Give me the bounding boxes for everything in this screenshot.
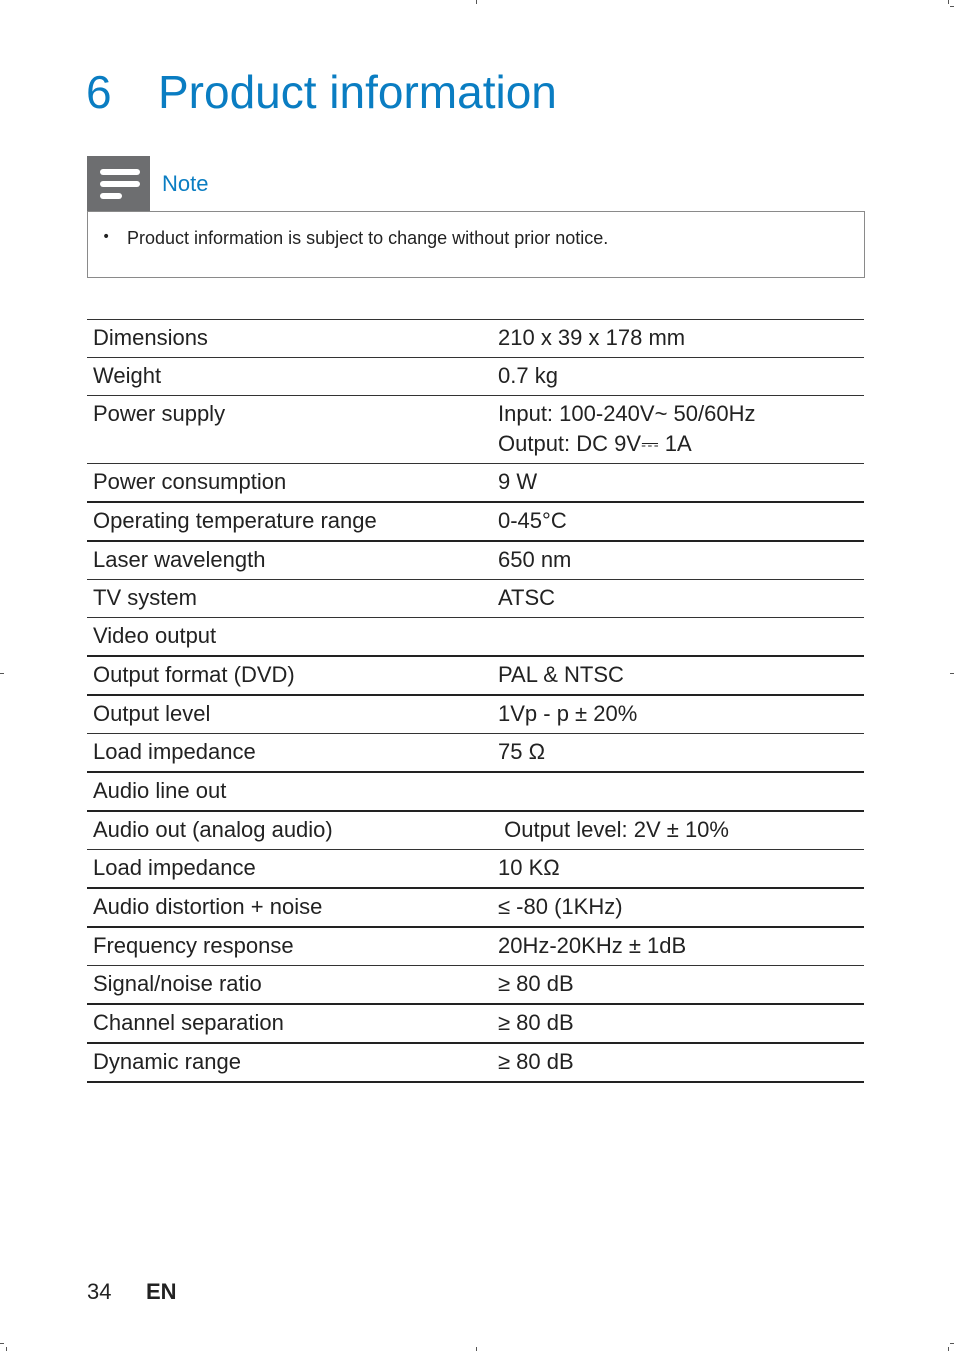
crop-mark <box>476 1347 477 1351</box>
spec-value <box>492 695 864 734</box>
crop-mark <box>476 0 477 4</box>
spec-value-line: 0-45°C <box>498 508 567 533</box>
note-lines-icon <box>87 156 150 212</box>
spec-row <box>87 618 864 657</box>
spec-value-line: Output: DC 9V⎓ 1A <box>498 431 692 456</box>
spec-row <box>87 656 864 695</box>
spec-label: Operating temperature range <box>93 508 377 533</box>
spec-label: Power consumption <box>93 469 287 494</box>
spec-label: Weight <box>93 363 162 388</box>
spec-row <box>87 695 864 734</box>
spec-value-line: ATSC <box>498 585 556 610</box>
spec-row <box>87 966 864 1005</box>
spec-label: Dimensions <box>93 325 208 350</box>
spec-value-line: 9 W <box>498 469 538 494</box>
spec-value <box>492 811 864 850</box>
spec-value-line: PAL & NTSC <box>498 662 624 687</box>
spec-label: Audio line out <box>93 778 227 803</box>
spec-row <box>87 502 864 541</box>
spec-label: Load impedance <box>93 855 256 880</box>
page-number: 34 <box>87 1279 112 1304</box>
spec-label: Channel separation <box>93 1010 284 1035</box>
spec-value-line: 210 x 39 x 178 mm <box>498 325 686 350</box>
spec-value <box>492 464 864 503</box>
spec-value-line: 20Hz-20KHz ± 1dB <box>498 933 687 958</box>
spec-value-line: 10 KΩ <box>498 855 560 880</box>
spec-row <box>87 772 864 811</box>
note-item: Product information is subject to change without prior notice. <box>127 228 609 248</box>
spec-value-line: ≥ 80 dB <box>498 1049 574 1074</box>
spec-value-line: 650 nm <box>498 547 572 572</box>
spec-label: Audio distortion + noise <box>93 894 323 919</box>
crop-mark <box>950 673 954 674</box>
spec-value-line: Output level: 2V ± 10% <box>498 817 729 842</box>
crop-mark <box>950 6 954 7</box>
spec-value-line: Input: 100-240V~ 50/60Hz <box>498 401 756 426</box>
crop-mark <box>948 0 949 4</box>
crop-mark <box>0 673 4 674</box>
spec-value <box>492 618 864 657</box>
spec-label: Video output <box>93 623 217 648</box>
chapter-title: Product information <box>158 66 557 118</box>
spec-value <box>492 850 864 889</box>
spec-row <box>87 541 864 580</box>
spec-label: Output level <box>93 701 211 726</box>
spec-value <box>492 502 864 541</box>
spec-label: Dynamic range <box>93 1049 241 1074</box>
spec-value <box>492 734 864 773</box>
spec-value-line: 75 Ω <box>498 739 546 764</box>
spec-row <box>87 1004 864 1043</box>
specifications-table <box>87 319 864 1083</box>
spec-label: Laser wavelength <box>93 547 266 572</box>
spec-row <box>87 320 864 358</box>
chapter-number: 6 <box>86 66 112 118</box>
spec-label: Signal/noise ratio <box>93 971 262 996</box>
spec-value-line: ≥ 80 dB <box>498 1010 574 1035</box>
spec-label: Load impedance <box>93 739 256 764</box>
note-label: Note <box>162 171 209 196</box>
note-box <box>87 211 865 278</box>
spec-value <box>492 656 864 695</box>
spec-label: TV system <box>93 585 197 610</box>
crop-mark <box>0 1343 4 1344</box>
spec-row <box>87 927 864 966</box>
spec-value <box>492 541 864 580</box>
bullet-icon: • <box>102 229 111 245</box>
spec-row <box>87 811 864 850</box>
spec-value-line: ≥ 80 dB <box>498 971 574 996</box>
spec-value-line: 0.7 kg <box>498 363 558 388</box>
spec-value <box>492 927 864 966</box>
spec-value <box>492 966 864 1005</box>
spec-value <box>492 1004 864 1043</box>
crop-mark <box>950 1343 954 1344</box>
language-code: EN <box>146 1279 177 1304</box>
chapter-heading <box>86 62 557 122</box>
spec-value <box>492 1043 864 1082</box>
spec-value <box>492 320 864 358</box>
spec-value <box>492 580 864 618</box>
spec-row <box>87 850 864 889</box>
spec-row <box>87 888 864 927</box>
crop-mark <box>948 1347 949 1351</box>
spec-value-line: ≤ -80 (1KHz) <box>498 894 623 919</box>
spec-row <box>87 1043 864 1082</box>
spec-row <box>87 734 864 773</box>
spec-value <box>492 396 864 464</box>
spec-label: Frequency response <box>93 933 294 958</box>
spec-value <box>492 888 864 927</box>
spec-label: Power supply <box>93 401 226 426</box>
crop-mark <box>6 1347 7 1351</box>
spec-row <box>87 464 864 503</box>
spec-label: Output format (DVD) <box>93 662 295 687</box>
spec-row <box>87 396 864 464</box>
spec-value <box>492 772 864 811</box>
spec-row <box>87 580 864 618</box>
spec-row <box>87 358 864 396</box>
spec-value-line: 1Vp - p ± 20% <box>498 701 638 726</box>
spec-value <box>492 358 864 396</box>
spec-label: Audio out (analog audio) <box>93 817 333 842</box>
